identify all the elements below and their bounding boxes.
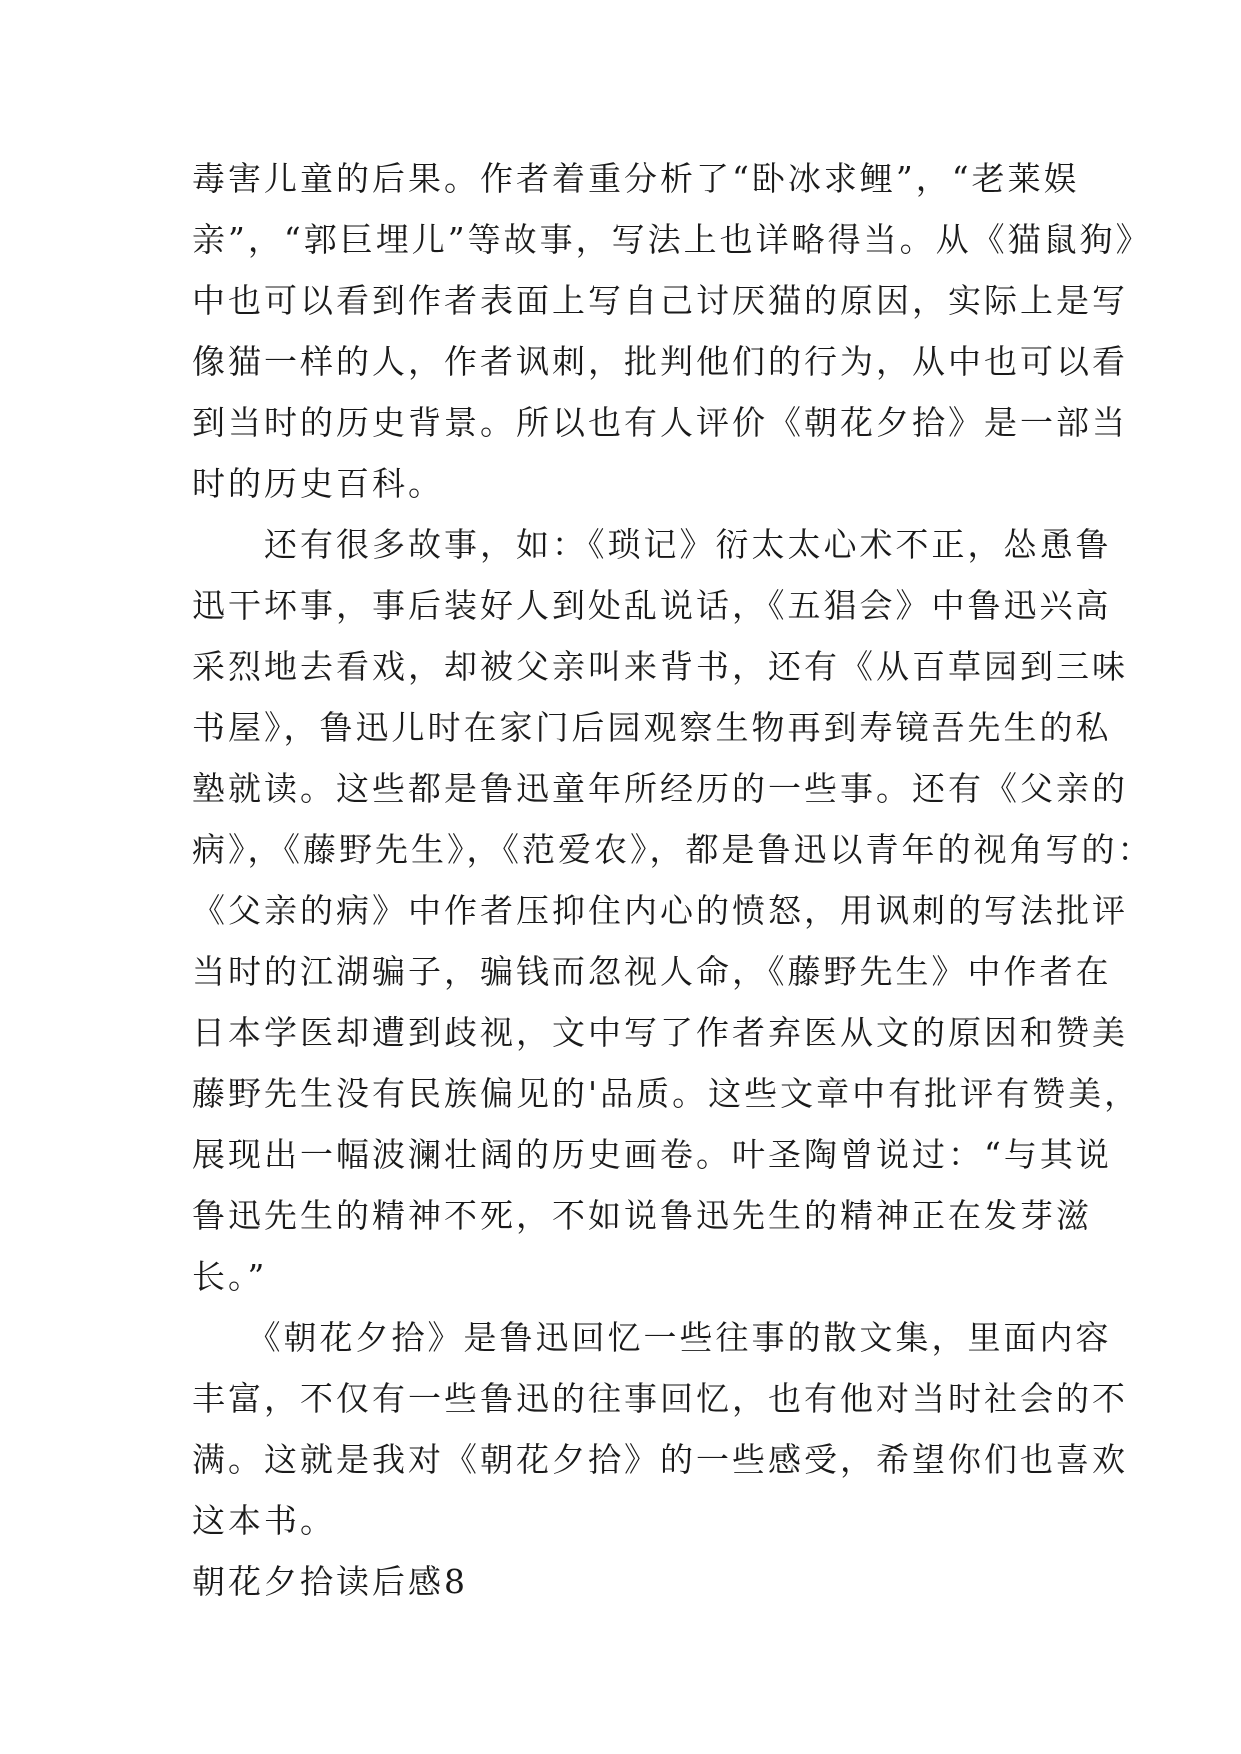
text-line: 塾就读。这些都是鲁迅童年所经历的一些事。还有《父亲的 xyxy=(192,769,1128,808)
text-line: 藤野先生没有民族偏见的'品质。这些文章中有批评有赞美， xyxy=(192,1074,1141,1113)
text-line: 像猫一样的人，作者讽刺，批判他们的行为，从中也可以看 xyxy=(192,342,1128,381)
text-line: 毒害儿童的后果。作者着重分析了“卧冰求鲤”，“老莱娱 xyxy=(192,159,1080,198)
text-line: 时的历史百科。 xyxy=(192,464,444,503)
text-line: 丰富，不仅有一些鲁迅的往事回忆，也有他对当时社会的不 xyxy=(192,1379,1128,1418)
text-line: 《父亲的病》中作者压抑住内心的愤怒，用讽刺的写法批评 xyxy=(192,891,1128,930)
text-line: 到当时的历史背景。所以也有人评价《朝花夕拾》是一部当 xyxy=(192,403,1128,442)
text-line: 迅干坏事，事后装好人到处乱说话，《五猖会》中鲁迅兴高 xyxy=(192,586,1112,625)
text-line: 长。” xyxy=(192,1257,268,1296)
text-line: 鲁迅先生的精神不死，不如说鲁迅先生的精神正在发芽滋 xyxy=(192,1196,1092,1235)
text-line: 当时的江湖骗子，骗钱而忽视人命，《藤野先生》中作者在 xyxy=(192,952,1112,991)
section-heading: 朝花夕拾读后感8 xyxy=(192,1562,468,1601)
text-line: 中也可以看到作者表面上写自己讨厌猫的原因，实际上是写 xyxy=(192,281,1128,320)
text-line: 采烈地去看戏，却被父亲叫来背书，还有《从百草园到三味 xyxy=(192,647,1128,686)
text-line: 这本书。 xyxy=(192,1501,336,1540)
text-line: 日本学医却遭到歧视，文中写了作者弃医从文的原因和赞美 xyxy=(192,1013,1128,1052)
text-line: 《朝花夕拾》是鲁迅回忆一些往事的散文集，里面内容 xyxy=(192,1318,1112,1357)
text-line: 还有很多故事，如：《琐记》衍太太心术不正，怂恿鲁 xyxy=(192,525,1112,564)
document-body xyxy=(192,148,1154,1612)
text-line: 病》，《藤野先生》，《范爱农》，都是鲁迅以青年的视角写的： xyxy=(192,830,1154,869)
text-line: 书屋》，鲁迅儿时在家门后园观察生物再到寿镜吾先生的私 xyxy=(192,708,1112,747)
text-line: 亲”，“郭巨埋儿”等故事，写法上也详略得当。从《猫鼠狗》 xyxy=(192,220,1152,259)
text-line: 满。这就是我对《朝花夕拾》的一些感受，希望你们也喜欢 xyxy=(192,1440,1128,1479)
text-line: 展现出一幅波澜壮阔的历史画卷。叶圣陶曾说过：“与其说 xyxy=(192,1135,1112,1174)
